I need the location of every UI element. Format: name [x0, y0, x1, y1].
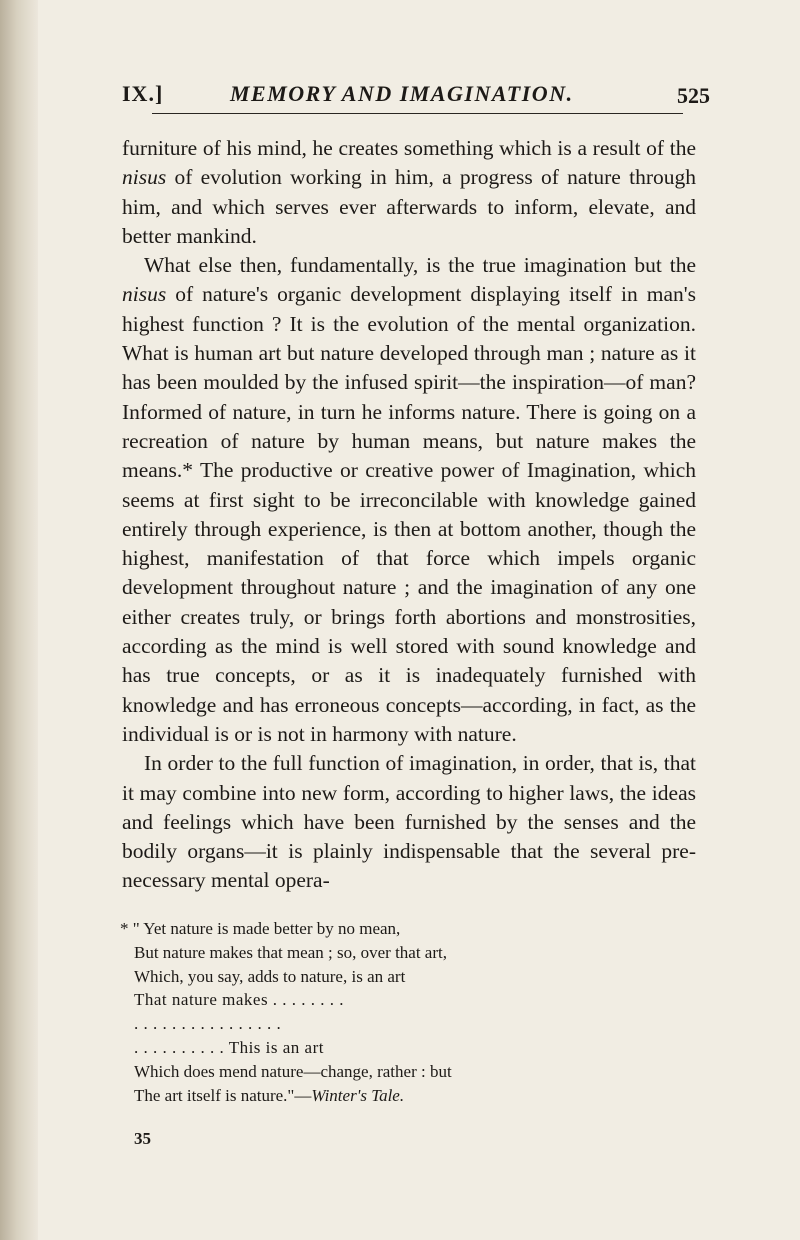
running-header	[122, 76, 710, 112]
footnote-source: Winter's Tale.	[311, 1085, 405, 1105]
running-title: MEMORY AND IMAGINATION.	[230, 81, 574, 106]
chapter-marker: IX.]	[122, 81, 164, 106]
footnote-ellipsis-line: . . . . . . . . . . . . . . . .	[134, 1014, 282, 1034]
footnote-line: Which, you say, adds to nature, is an art	[134, 966, 406, 986]
body-text	[122, 134, 696, 896]
signature-mark: 35	[134, 1129, 151, 1148]
paragraph-3: In order to the full function of imagination, in order, that is, that it may combine into new form, according to higher laws, the ideas and feelings which have been furnished by the senses and the bodily organs—it is plainly indispensable that the several pre-necessary mental opera-	[122, 751, 696, 893]
footnote-line: That nature makes . . . . . . . .	[134, 990, 345, 1010]
latin-term: nisus	[122, 282, 167, 307]
paragraph-2: What else then, fundamentally, is the true imagination but the nisus of nature's organic development displaying itself in man's highest function ? It is the evolution of the mental organization. What is human art but nature developed through man ; nature as it has been moulded by the infused spirit—the inspiration—of man? Informed of nature, in turn he informs nature. There is going on a recreation of nature by human means, but nature makes the means.* The productive or creative power of Imagination, which seems at first sight to be irreconcilable with knowledge gained entirely through experience, is then at bottom another, though the highest, manifestation of that force which impels organic development throughout nature ; and the imagination of any one either creates truly, or brings forth abortions and monstrosities, according as the mind is well stored with sound knowledge and has true concepts, or as it is inadequately furnished with knowledge and has erroneous concepts—according, in fact, as the individual is or is not in harmony with nature.	[122, 253, 696, 746]
footnote-line: * " Yet nature is made better by no mean,	[120, 919, 401, 938]
footnote-line: . . . . . . . . . . This is an art	[134, 1037, 324, 1057]
latin-term: nisus	[122, 165, 167, 190]
header-rule	[152, 113, 683, 114]
footnote-line: The art itself is nature."—Winter's Tale.	[134, 1085, 405, 1105]
footnote	[120, 917, 614, 1107]
footnote-line: Which does mend nature—change, rather : but	[134, 1061, 452, 1081]
page-number: 525	[677, 83, 710, 108]
footnote-line: But nature makes that mean ; so, over that art,	[134, 942, 447, 962]
paragraph-1: furniture of his mind, he creates something which is a result of the nisus of evolution working in him, a progress of nature through him, and which serves ever afterwards to inform, elevate, and better mankind.	[122, 136, 696, 248]
